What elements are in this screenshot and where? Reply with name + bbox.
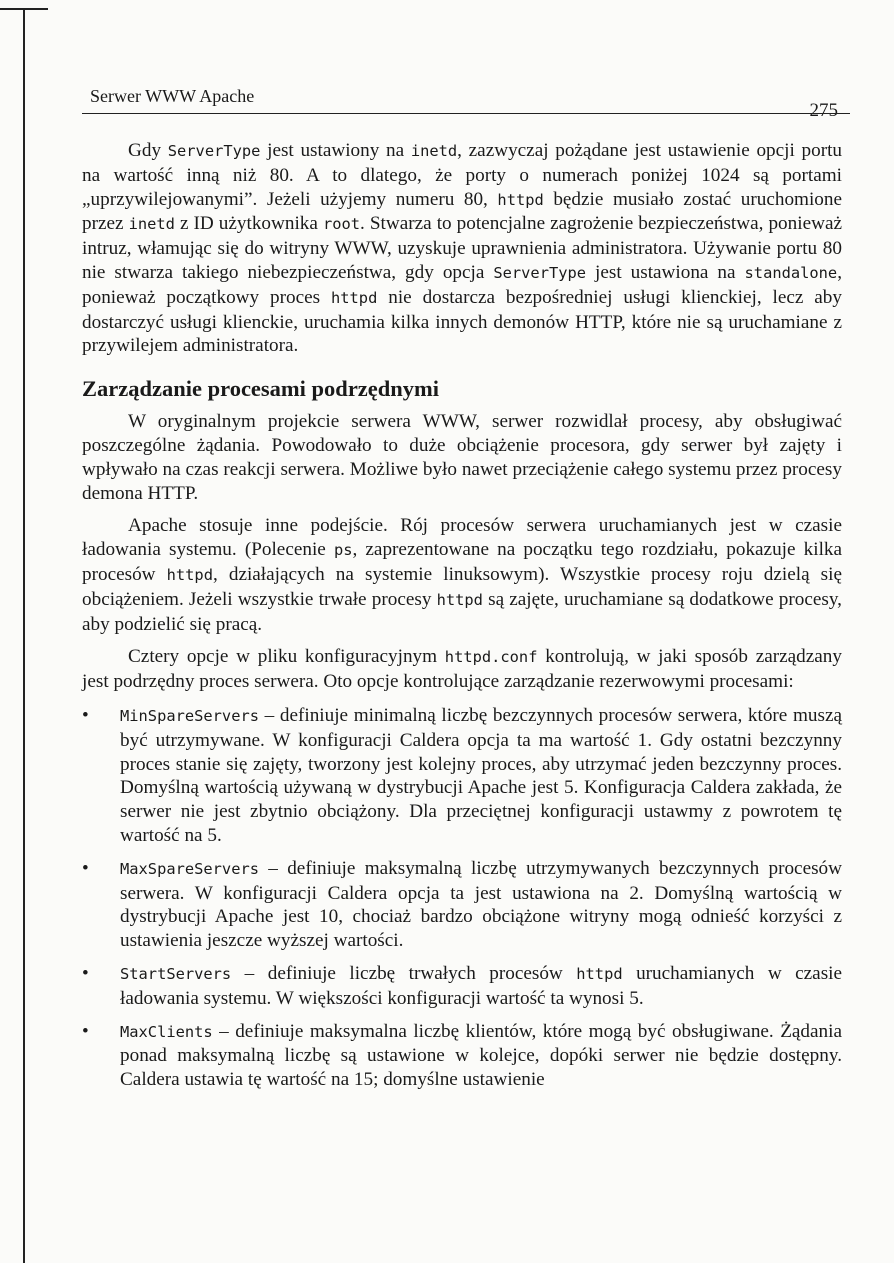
text: , zaprezentowane na początku tego rozdziału, pokazuje kilka procesów (82, 539, 843, 585)
text: – definiuje maksymalną liczbę utrzymywanych bezczynnych procesów serwera. W konfiguracji Caldera opcja ta jest ustawiona na 2. Domyślną wartością w dystrybucji Apache jest 10, chociaż bardzo obciążone witryny mogą odnieść korzyści z ustawienia jeszcze wyższej wartości. (120, 857, 842, 952)
code-term: MaxSpareServers (120, 859, 259, 878)
text: uruchamianych w czasie ładowania systemu. W większości konfiguracji wartość ta wynosi 5. (120, 962, 843, 1009)
text: jest ustawiona na (586, 261, 745, 283)
code-term: inetd (410, 142, 458, 160)
code-term: httpd (576, 964, 623, 983)
text: Gdy (128, 140, 168, 161)
list-item (82, 857, 842, 953)
page-header (90, 86, 850, 122)
code-term: standalone (744, 263, 838, 282)
text: . Stwarza to potencjalne zagrożenie bezpieczeństwa, ponieważ intruz, włamując się do witryny WWW, uzyskuje uprawnienia administratora. Używanie portu 80 nie stwarza takiego niebezpieczeństwa, gdy opcja (82, 213, 842, 283)
crop-mark-vertical (23, 8, 25, 1263)
header-rule (82, 113, 850, 114)
paragraph-4 (82, 645, 842, 694)
list-item (82, 962, 842, 1011)
code-term: MinSpareServers (120, 706, 259, 725)
page-body (82, 139, 842, 1092)
text: – definiuje liczbę trwałych procesów (231, 962, 577, 984)
code-term: ServerType (493, 263, 587, 282)
code-term: httpd.conf (444, 648, 538, 667)
paragraph-3 (82, 514, 842, 636)
text: są zajęte, uruchamiane są dodatkowe procesy, aby podzielić się pracą. (82, 588, 842, 635)
text: Apache stosuje inne podejście. Rój procesów serwera uruchamianych jest w czasie ładowania systemu. (Polecenie (82, 515, 842, 561)
list-item (82, 704, 842, 848)
code-term: MaxClients (120, 1022, 213, 1041)
text: – definiuje minimalną liczbę bezczynnych procesów serwera, które muszą być utrzymywane. W konfiguracji Caldera opcja ta ma wartość 1. Gdy ostatni bezczynny proces stanie się zajęty, tworzony jest kolejny proces, aby utrzymać jeden bezczynny proces. Domyślną wartością używaną w dystrybucji Apache jest 5. Konfiguracja Caldera zakłada, że serwer nie jest zbytnio obciążony. Dla przeciętnej konfiguracji ustawmy z powrotem tę wartość na 5. (120, 704, 842, 846)
text: Cztery opcje w pliku konfiguracyjnym (128, 646, 445, 668)
bullet-icon: • (82, 1020, 89, 1042)
bullet-icon: • (82, 857, 89, 879)
text: jest ustawiony na (260, 140, 411, 161)
bullet-icon: • (82, 704, 89, 726)
running-title: Serwer WWW Apache (90, 86, 255, 106)
code-term: httpd (166, 565, 213, 584)
code-term: httpd (436, 590, 483, 609)
text: kontrolują, w jaki sposób zarządzany jest podrzędny proces serwera. Oto opcje kontrolujące zarządzanie rezerwowymi procesami: (82, 646, 842, 693)
text: z ID użytkownika (174, 213, 323, 235)
text: , działających na systemie linuksowym). Wszystkie procesy roju dzielą się obciążeniem. Jeżeli wszystkie trwałe procesy (82, 563, 842, 610)
list-item (82, 1020, 842, 1092)
code-term: StartServers (120, 964, 232, 983)
text: będzie musiało zostać uruchomione przez (82, 188, 842, 235)
text: – definiuje maksymalna liczbę klientów, które mogą być obsługiwane. Żądania ponad maksymalną liczbę są ustawione w kolejce, dopóki serwer nie będzie dostępny. Caldera ustawia tę wartość na 15; domyślne ustawienie (120, 1020, 842, 1091)
paragraph-1 (82, 139, 842, 358)
section-heading: Zarządzanie procesami podrzędnymi (82, 376, 440, 402)
text: , ponieważ początkowy proces (82, 261, 842, 308)
page-number: 275 (809, 100, 838, 121)
bullet-icon: • (82, 962, 89, 984)
text: , zazwyczaj pożądane jest ustawienie opcji portu na wartość inną niż 80. A to dlatego, że porty o numerach poniżej 1024 są portami „uprzywilejowanymi”. Jeżeli użyjemy numeru 80, (82, 140, 843, 210)
option-list (82, 704, 842, 1092)
code-term: inetd (128, 215, 175, 234)
code-term: root (322, 215, 361, 234)
code-term: ps (333, 541, 353, 560)
code-term: httpd (497, 190, 544, 209)
text: nie dostarcza bezpośredniej usługi klienckiej, lecz aby dostarczyć usługi klienckie, uruchamia kilka innych demonów HTTP, które nie są uruchamiane z przywilejem administratora. (82, 286, 842, 357)
paragraph-2: W oryginalnym projekcie serwera WWW, serwer rozwidlał procesy, aby obsługiwać poszczególne żądania. Powodowało to duże obciążenie procesora, gdy serwer był zajęty i wpływało na czas reakcji serwera. Możliwe było nawet przeciążenie całego systemu przez procesy demona HTTP. (82, 411, 842, 504)
code-term: httpd (331, 288, 378, 307)
code-term: ServerType (167, 142, 261, 160)
